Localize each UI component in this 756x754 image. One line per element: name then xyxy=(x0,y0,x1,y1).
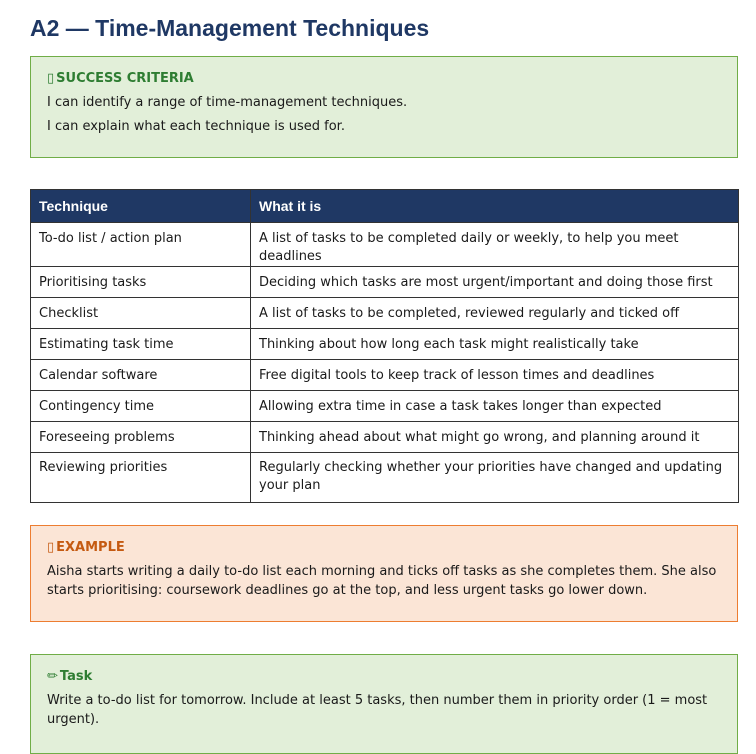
criteria-line: I can explain what each technique is used for. xyxy=(47,119,345,134)
success-criteria-box xyxy=(30,56,738,158)
column-header-what-it-is: What it is xyxy=(251,190,739,223)
table-row xyxy=(31,422,739,453)
table-row xyxy=(31,329,739,360)
example-heading xyxy=(47,540,721,555)
page-title: A2 — Time-Management Techniques xyxy=(30,15,430,41)
table-row xyxy=(31,391,739,422)
table-header-row xyxy=(31,190,739,223)
description-cell: A list of tasks to be completed, reviewed regularly and ticked off xyxy=(251,298,739,329)
description-cell: Deciding which tasks are most urgent/important and doing those first xyxy=(251,267,739,298)
description-cell: Thinking about how long each task might realistically take xyxy=(251,329,739,360)
lightbulb-icon: ▯ xyxy=(47,540,55,555)
task-text: Write a to-do list for tomorrow. Include at least 5 tasks, then number them in priority order (1 = most urgent). xyxy=(47,693,708,727)
technique-cell: Checklist xyxy=(31,298,251,329)
technique-cell: Calendar software xyxy=(31,360,251,391)
technique-cell: Foreseeing problems xyxy=(31,422,251,453)
technique-cell: Contingency time xyxy=(31,391,251,422)
success-criteria-heading xyxy=(47,71,721,86)
pencil-icon: ✏ xyxy=(47,669,58,684)
example-text: Aisha starts writing a daily to-do list each morning and ticks off tasks as she completes them. She also starts prioritising: coursework deadlines go at the top, and less urgent tasks go lower down. xyxy=(47,564,717,598)
criteria-line: I can identify a range of time-management techniques. xyxy=(47,95,408,110)
success-criteria-heading-text: SUCCESS CRITERIA xyxy=(56,71,194,86)
task-heading-text: Task xyxy=(59,669,93,684)
target-icon: ▯ xyxy=(47,71,55,86)
table-row xyxy=(31,298,739,329)
table-row xyxy=(31,223,739,267)
technique-cell: Reviewing priorities xyxy=(31,453,251,503)
technique-cell: Prioritising tasks xyxy=(31,267,251,298)
technique-cell: To-do list / action plan xyxy=(31,223,251,267)
description-cell: A list of tasks to be completed daily or weekly, to help you meet deadlines xyxy=(251,223,739,267)
example-box xyxy=(30,525,738,622)
task-heading xyxy=(47,669,721,684)
technique-cell: Estimating task time xyxy=(31,329,251,360)
column-header-technique: Technique xyxy=(31,190,251,223)
table-row xyxy=(31,267,739,298)
description-cell: Allowing extra time in case a task takes longer than expected xyxy=(251,391,739,422)
techniques-table xyxy=(30,189,739,503)
description-cell: Regularly checking whether your priorities have changed and updating your plan xyxy=(251,453,739,503)
table-row xyxy=(31,360,739,391)
task-box xyxy=(30,654,738,754)
example-heading-text: EXAMPLE xyxy=(56,540,125,555)
description-cell: Thinking ahead about what might go wrong, and planning around it xyxy=(251,422,739,453)
table-row xyxy=(31,453,739,503)
description-cell: Free digital tools to keep track of lesson times and deadlines xyxy=(251,360,739,391)
